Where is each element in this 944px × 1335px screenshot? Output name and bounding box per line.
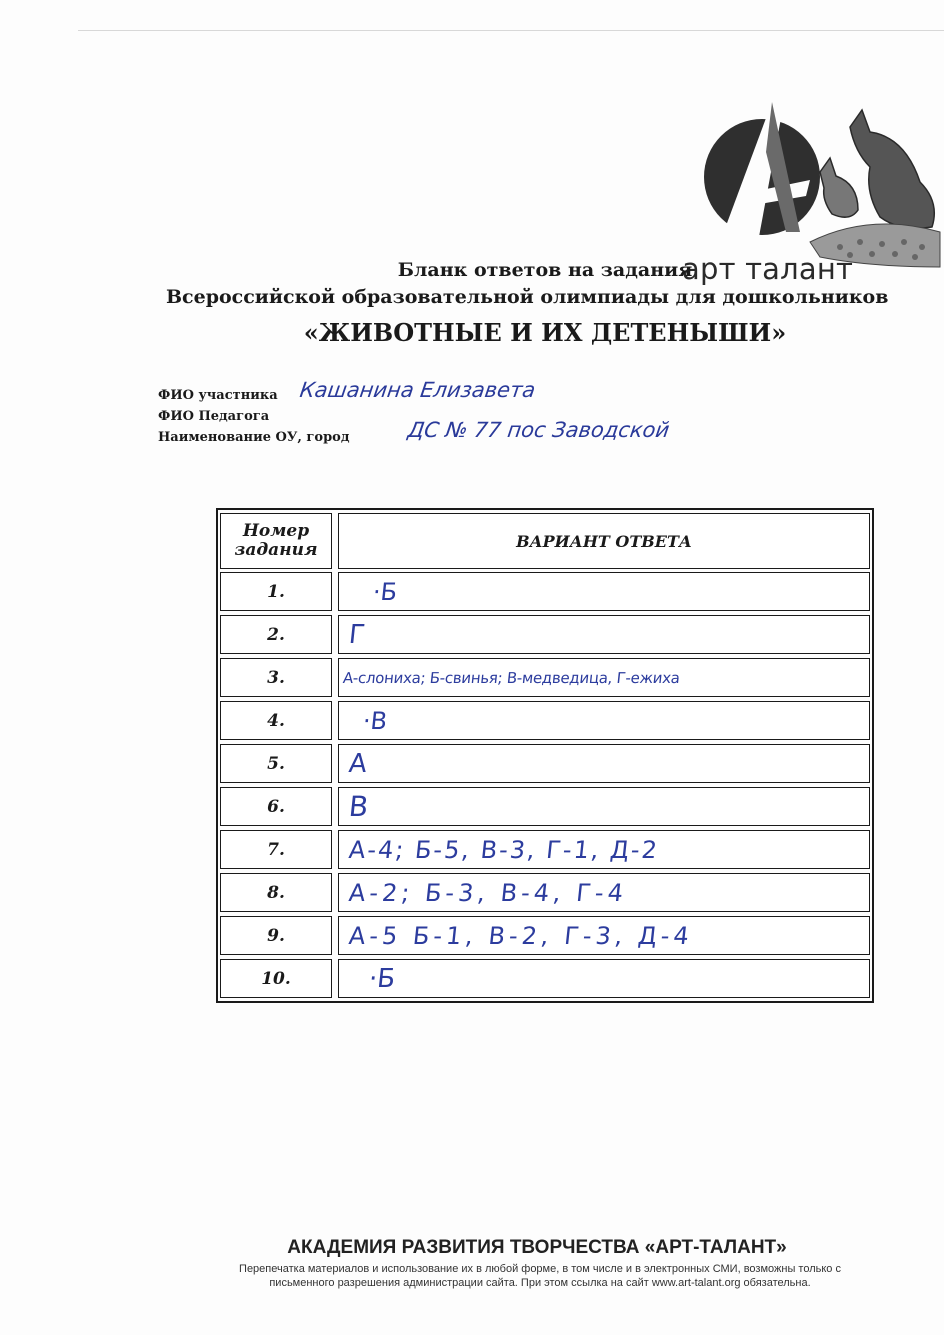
handwritten-answer: Г: [347, 619, 367, 650]
task-number: 2.: [220, 615, 332, 654]
task-number: 9.: [220, 916, 332, 955]
table-row: [220, 830, 870, 869]
handwritten-answer: А-4; Б-5, В-3, Г-1, Д-2: [347, 835, 661, 864]
task-number: 7.: [220, 830, 332, 869]
answer-cell[interactable]: [338, 658, 870, 697]
participant-handwritten-name: Кашанина Елизавета: [298, 378, 537, 402]
footer-academy-title: АКАДЕМИЯ РАЗВИТИЯ ТВОРЧЕСТВА «АРТ-ТАЛАНТ»: [287, 1237, 787, 1258]
footer-note-line1: Перепечатка материалов и использование их в любой форме, в том числе и в электронных СМИ, возможны только с: [239, 1263, 841, 1275]
table-row: [220, 615, 870, 654]
column-header-number: [220, 513, 332, 569]
answer-cell[interactable]: [338, 744, 870, 783]
table-row: [220, 744, 870, 783]
table-row: [220, 658, 870, 697]
school-label: Наименование ОУ, город: [158, 430, 350, 445]
handwritten-answer: А-5 Б-1, В-2, Г-3, Д-4: [347, 921, 695, 950]
column-header-number-line1: Номер: [242, 521, 310, 541]
table-header-row: [220, 513, 870, 569]
answer-cell[interactable]: [338, 873, 870, 912]
answer-cell[interactable]: [338, 916, 870, 955]
logo-text: арт талант: [682, 252, 854, 286]
footer-note-line2: письменного разрешения администрации сайта. При этом ссылка на сайт www.art-talant.org обязательна.: [269, 1277, 811, 1289]
answer-cell[interactable]: [338, 701, 870, 740]
task-number: 6.: [220, 787, 332, 826]
column-header-answer: ВАРИАНТ ОТВЕТА: [338, 513, 870, 569]
handwritten-answer: ·В: [361, 706, 389, 735]
answer-cell[interactable]: [338, 830, 870, 869]
olympiad-name: «ЖИВОТНЫЕ И ИХ ДЕТЕНЫШИ»: [303, 318, 787, 347]
olympiad-subtitle: Всероссийской образовательной олимпиады для дошкольников: [166, 286, 889, 308]
answer-cell[interactable]: [338, 959, 870, 998]
task-number: 10.: [220, 959, 332, 998]
teacher-label: ФИО Педагога: [158, 409, 270, 424]
answer-cell[interactable]: [338, 615, 870, 654]
handwritten-answer: А: [347, 748, 369, 779]
handwritten-answer: ·Б: [367, 963, 397, 994]
table-row: [220, 916, 870, 955]
task-number: 3.: [220, 658, 332, 697]
table-row: [220, 701, 870, 740]
table-row: [220, 873, 870, 912]
participant-label: ФИО участника: [158, 388, 278, 403]
answer-cell[interactable]: [338, 572, 870, 611]
handwritten-answer: В: [347, 790, 370, 823]
table-row: [220, 959, 870, 998]
form-title: [0, 259, 944, 281]
handwritten-answer: ·Б: [371, 577, 399, 606]
answers-table: [216, 508, 874, 1003]
task-number: 8.: [220, 873, 332, 912]
form-title-text: Бланк ответов на задания: [397, 259, 693, 281]
table-row: [220, 787, 870, 826]
task-number: 1.: [220, 572, 332, 611]
handwritten-answer: А-слониха; Б-свинья; В-медведица, Г-ежиха: [342, 668, 681, 687]
handwritten-answer: А-2; Б-3, В-4, Г-4: [347, 878, 629, 907]
task-number: 4.: [220, 701, 332, 740]
scan-edge-line: [78, 30, 944, 31]
table-row: [220, 572, 870, 611]
footer-copyright-note: [170, 1262, 910, 1290]
school-handwritten-value: ДС № 77 пос Заводской: [406, 418, 671, 442]
answer-cell[interactable]: [338, 787, 870, 826]
column-header-number-line2: задания: [234, 540, 318, 560]
task-number: 5.: [220, 744, 332, 783]
